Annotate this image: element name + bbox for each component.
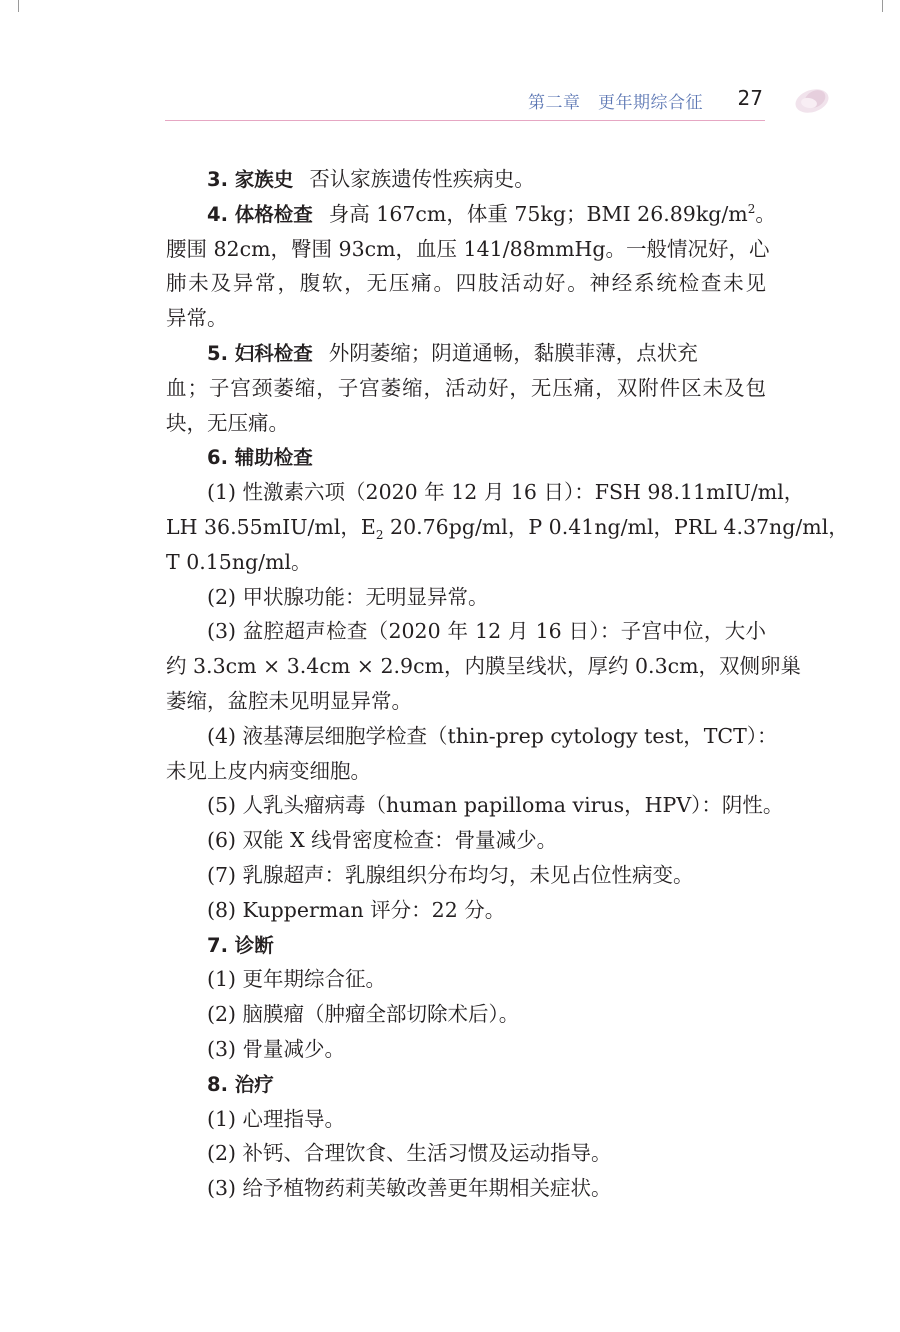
list-item: (8) Kupperman 评分：22 分。: [207, 897, 506, 922]
section-heading: 3. 家族史: [207, 168, 294, 191]
section-heading: 4. 体格检查: [207, 202, 313, 226]
paragraph-text: LH 36.55mIU/ml，E: [166, 514, 376, 539]
paragraph-line: 块，无压痛。: [166, 410, 289, 435]
list-item: (6) 双能 X 线骨密度检查：骨量减少。: [207, 828, 558, 853]
section-physical-exam: [166, 197, 776, 232]
page-number: 27: [737, 86, 763, 110]
list-item-line: (4) 液基薄层细胞学检查（thin-prep cytology test，TCT）：: [207, 723, 778, 748]
section-diagnosis: [166, 928, 766, 963]
section-heading: 7. 诊断: [207, 933, 274, 957]
section-heading: 8. 治疗: [207, 1072, 274, 1096]
list-item: (3) 给予植物药莉芙敏改善更年期相关症状。: [207, 1176, 612, 1201]
list-item-line: 未见上皮内病变细胞。: [166, 758, 371, 783]
list-item-line: 约 3.3cm × 3.4cm × 2.9cm，内膜呈线状，厚约 0.3cm，双侧卵巢: [166, 654, 802, 679]
list-item: (2) 甲状腺功能：无明显异常。: [207, 584, 489, 609]
list-item: (5) 人乳头瘤病毒（human papilloma virus，HPV）：阴性。: [207, 793, 784, 818]
list-item: (1) 心理指导。: [207, 1106, 346, 1131]
header-divider: [165, 120, 765, 121]
section-auxiliary-exam: [166, 440, 766, 475]
superscript: 2: [747, 201, 756, 216]
list-item-line: 萎缩，盆腔未见明显异常。: [166, 688, 412, 713]
list-item: (2) 补钙、合理饮食、生活习惯及运动指导。: [207, 1141, 612, 1166]
paragraph-line: 血；子宫颈萎缩，子宫萎缩，活动好，无压痛，双附件区未及包: [166, 375, 766, 400]
list-item: (7) 乳腺超声：乳腺组织分布均匀，未见占位性病变。: [207, 862, 694, 887]
chapter-title: 第二章 更年期综合征: [528, 93, 703, 113]
page-body: [166, 162, 849, 1206]
section-treatment: [166, 1067, 766, 1102]
section-family-history: [166, 162, 766, 197]
petal-ornament-icon: [792, 84, 832, 116]
paragraph-line: 肺未及异常，腹软，无压痛。四肢活动好。神经系统检查未见: [166, 271, 766, 296]
section-heading: 6. 辅助检查: [207, 446, 313, 470]
list-item-line: [166, 510, 849, 545]
list-item-line: (1) 性激素六项（2020 年 12 月 16 日）：FSH 98.11mIU/ml，: [207, 480, 805, 505]
section-gynecologic-exam: [166, 336, 766, 371]
paragraph-line: 异常。: [166, 306, 228, 331]
list-item-line: T 0.15ng/ml。: [166, 549, 312, 574]
list-item: (2) 脑膜瘤（肿瘤全部切除术后）。: [207, 1002, 520, 1027]
list-item: (3) 骨量减少。: [207, 1036, 346, 1061]
paragraph-text: 。: [755, 201, 776, 226]
section-heading: 5. 妇科检查: [207, 341, 313, 365]
paragraph-line: 腰围 82cm，臀围 93cm，血压 141/88mmHg。一般情况好，心: [166, 236, 770, 261]
list-item: (1) 更年期综合征。: [207, 967, 387, 992]
crop-mark-left: [18, 0, 19, 12]
paragraph-text: 否认家族遗传性疾病史。: [309, 167, 535, 191]
crop-mark-right: [882, 0, 883, 12]
subscript: 2: [375, 528, 384, 543]
paragraph-text: 外阴萎缩；阴道通畅，黏膜菲薄，点状充: [328, 340, 698, 365]
running-header: [165, 84, 765, 118]
paragraph-text: 20.76pg/ml，P 0.41ng/ml，PRL 4.37ng/ml，: [383, 514, 849, 539]
paragraph-text: 身高 167cm，体重 75kg；BMI 26.89kg/m: [328, 201, 748, 226]
list-item-line: (3) 盆腔超声检查（2020 年 12 月 16 日）：子宫中位，大小: [207, 619, 766, 644]
